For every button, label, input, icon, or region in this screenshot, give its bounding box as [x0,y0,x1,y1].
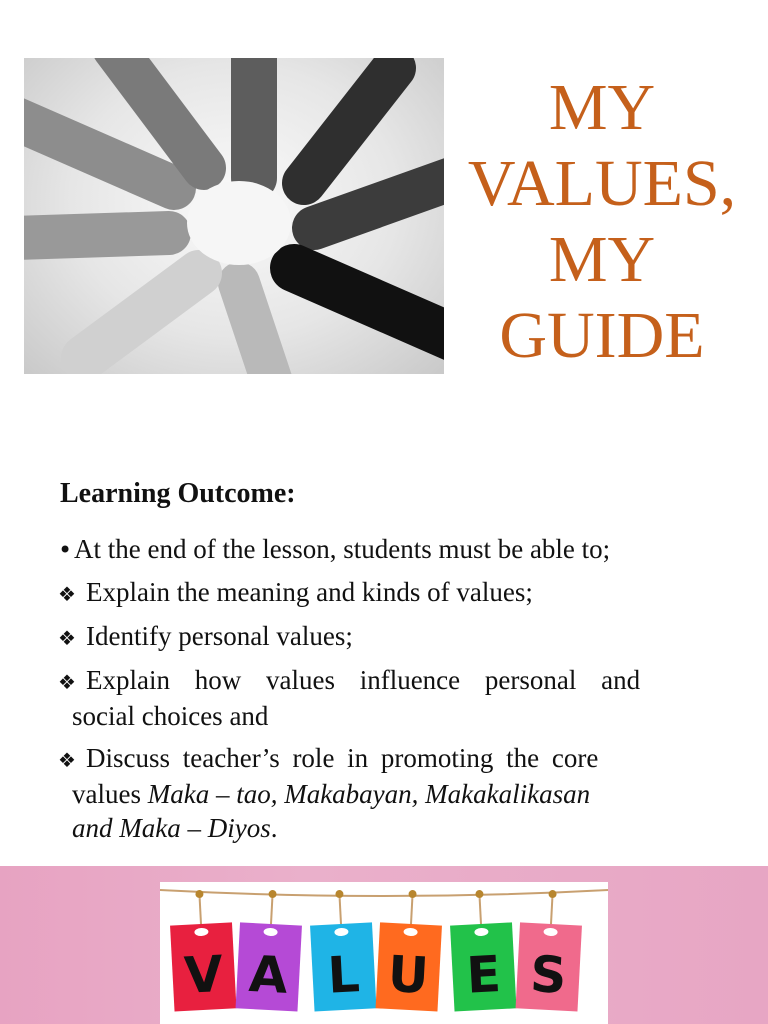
card-cord [551,898,552,924]
item-text: Discuss teacher’s role in promoting the core [86,743,599,773]
hands-circle-photo [24,58,444,374]
letter-card-s [516,888,584,1011]
item-text: Explain the meaning and kinds of values; [86,577,533,607]
letter-text: V [182,944,225,1005]
title-line-4: GUIDE [499,299,705,372]
letter-text: E [465,945,503,1005]
diamond-bullet-icon: ❖ [58,670,76,694]
values-banner [160,882,608,1024]
list-item [58,663,710,733]
card-cord [480,898,481,924]
pin-icon [408,890,416,898]
list-item [58,532,710,567]
item-continuation [58,777,710,811]
continuation-prefix: values [72,779,148,809]
slide-title [452,70,752,374]
pin-icon [268,890,276,898]
letter-card-v [168,888,236,1011]
continuation-suffix: . [270,813,278,843]
values-banner-slide [0,866,768,1024]
card-cord [340,898,341,924]
pin-icon [548,890,556,898]
list-item [58,741,710,845]
letter-text: L [326,945,362,1005]
item-continuation: social choices and [72,701,269,731]
item-text: Identify personal values; [86,621,353,651]
diamond-bullet-icon: ❖ [58,626,76,650]
item-text: Explain how values influence personal and [86,665,641,695]
title-line-3: MY [548,223,656,296]
core-values-text-2: and Maka – Diyos [72,813,271,843]
hanging-string [160,890,608,896]
list-item [58,619,710,655]
letter-text: U [386,944,431,1005]
letter-text: A [247,944,290,1005]
item-continuation-2 [58,811,710,845]
card-cord [200,898,201,924]
title-line-2: VALUES, [467,147,737,220]
values-letters-graphic [160,882,608,1024]
list-item [58,575,710,611]
letter-text: S [528,945,568,1005]
letter-card-l [308,888,376,1011]
letter-card-e [448,888,516,1011]
title-line-1: MY [548,71,656,144]
hands-circle-icon [24,58,444,374]
learning-outcome-list [58,532,710,853]
bullet-icon: • [58,536,73,564]
pin-icon [335,890,343,898]
letter-card-a [236,888,304,1011]
diamond-bullet-icon: ❖ [58,582,76,606]
learning-outcome-heading: Learning Outcome: [60,478,296,509]
pin-icon [475,890,483,898]
card-cord [411,898,412,924]
core-values-text: Maka – tao, Makabayan, Makakalikasan [147,779,591,809]
diamond-bullet-icon: ❖ [58,748,76,772]
letter-card-u [376,888,444,1011]
intro-text: At the end of the lesson, students must be able to; [74,534,611,564]
card-cord [271,898,272,924]
